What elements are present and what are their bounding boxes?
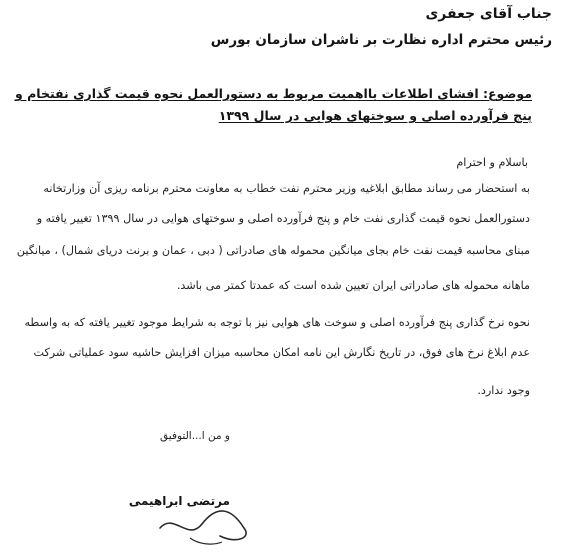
body-line: ماهانه محموله های صادراتی ایران تعیین شده است که عمدتا کمتر می باشد.: [176, 279, 530, 292]
body-line: وجود ندارد.: [477, 384, 530, 397]
subject-line-2: پنج فرآورده اصلی و سوختهای هوایی در سال ۱۳۹۹: [218, 108, 532, 123]
handwritten-signature: [150, 498, 270, 552]
signatory-name: مرتضی ابراهیمی: [128, 494, 230, 508]
subject-line-1: موضوع: افشای اطلاعات بااهمیت مربوط به دستورالعمل نحوه قیمت گذاری نفتخام و: [14, 86, 532, 101]
recipient-title: جناب آقای جعفری: [425, 6, 552, 22]
body-line: نحوه نرخ گذاری پنج فرآورده اصلی و سوخت های هوایی نیز با توجه به شرایط موجود تغییر یافته که به واسطه: [24, 316, 530, 329]
closing-phrase: و من ا...التوفیق: [160, 430, 230, 442]
greeting: باسلام و احترام: [456, 156, 528, 169]
body-line: عدم ابلاغ نرخ های فوق، در تاریخ نگارش این نامه امکان محاسبه میزان افزایش حاشیه سود عملیاتی شرکت: [33, 346, 530, 359]
body-line: دستورالعمل نحوه قیمت گذاری نفت خام و پنج فرآورده اصلی و سوختهای هوایی در سال ۱۳۹۹ تغییر یافته و: [36, 212, 530, 225]
body-line: به استحضار می رساند مطابق ابلاغیه وزیر محترم نفت خطاب به معاونت محترم برنامه ریزی آن وزارتخانه: [43, 182, 530, 195]
recipient-position: رئیس محترم اداره نظارت بر ناشران سازمان بورس: [210, 32, 552, 48]
body-line: مبنای محاسبه قیمت نفت خام بجای میانگین محموله های صادراتی ( دبی ، عمان و برنت دریای شمال) ، میانگین: [16, 244, 530, 257]
